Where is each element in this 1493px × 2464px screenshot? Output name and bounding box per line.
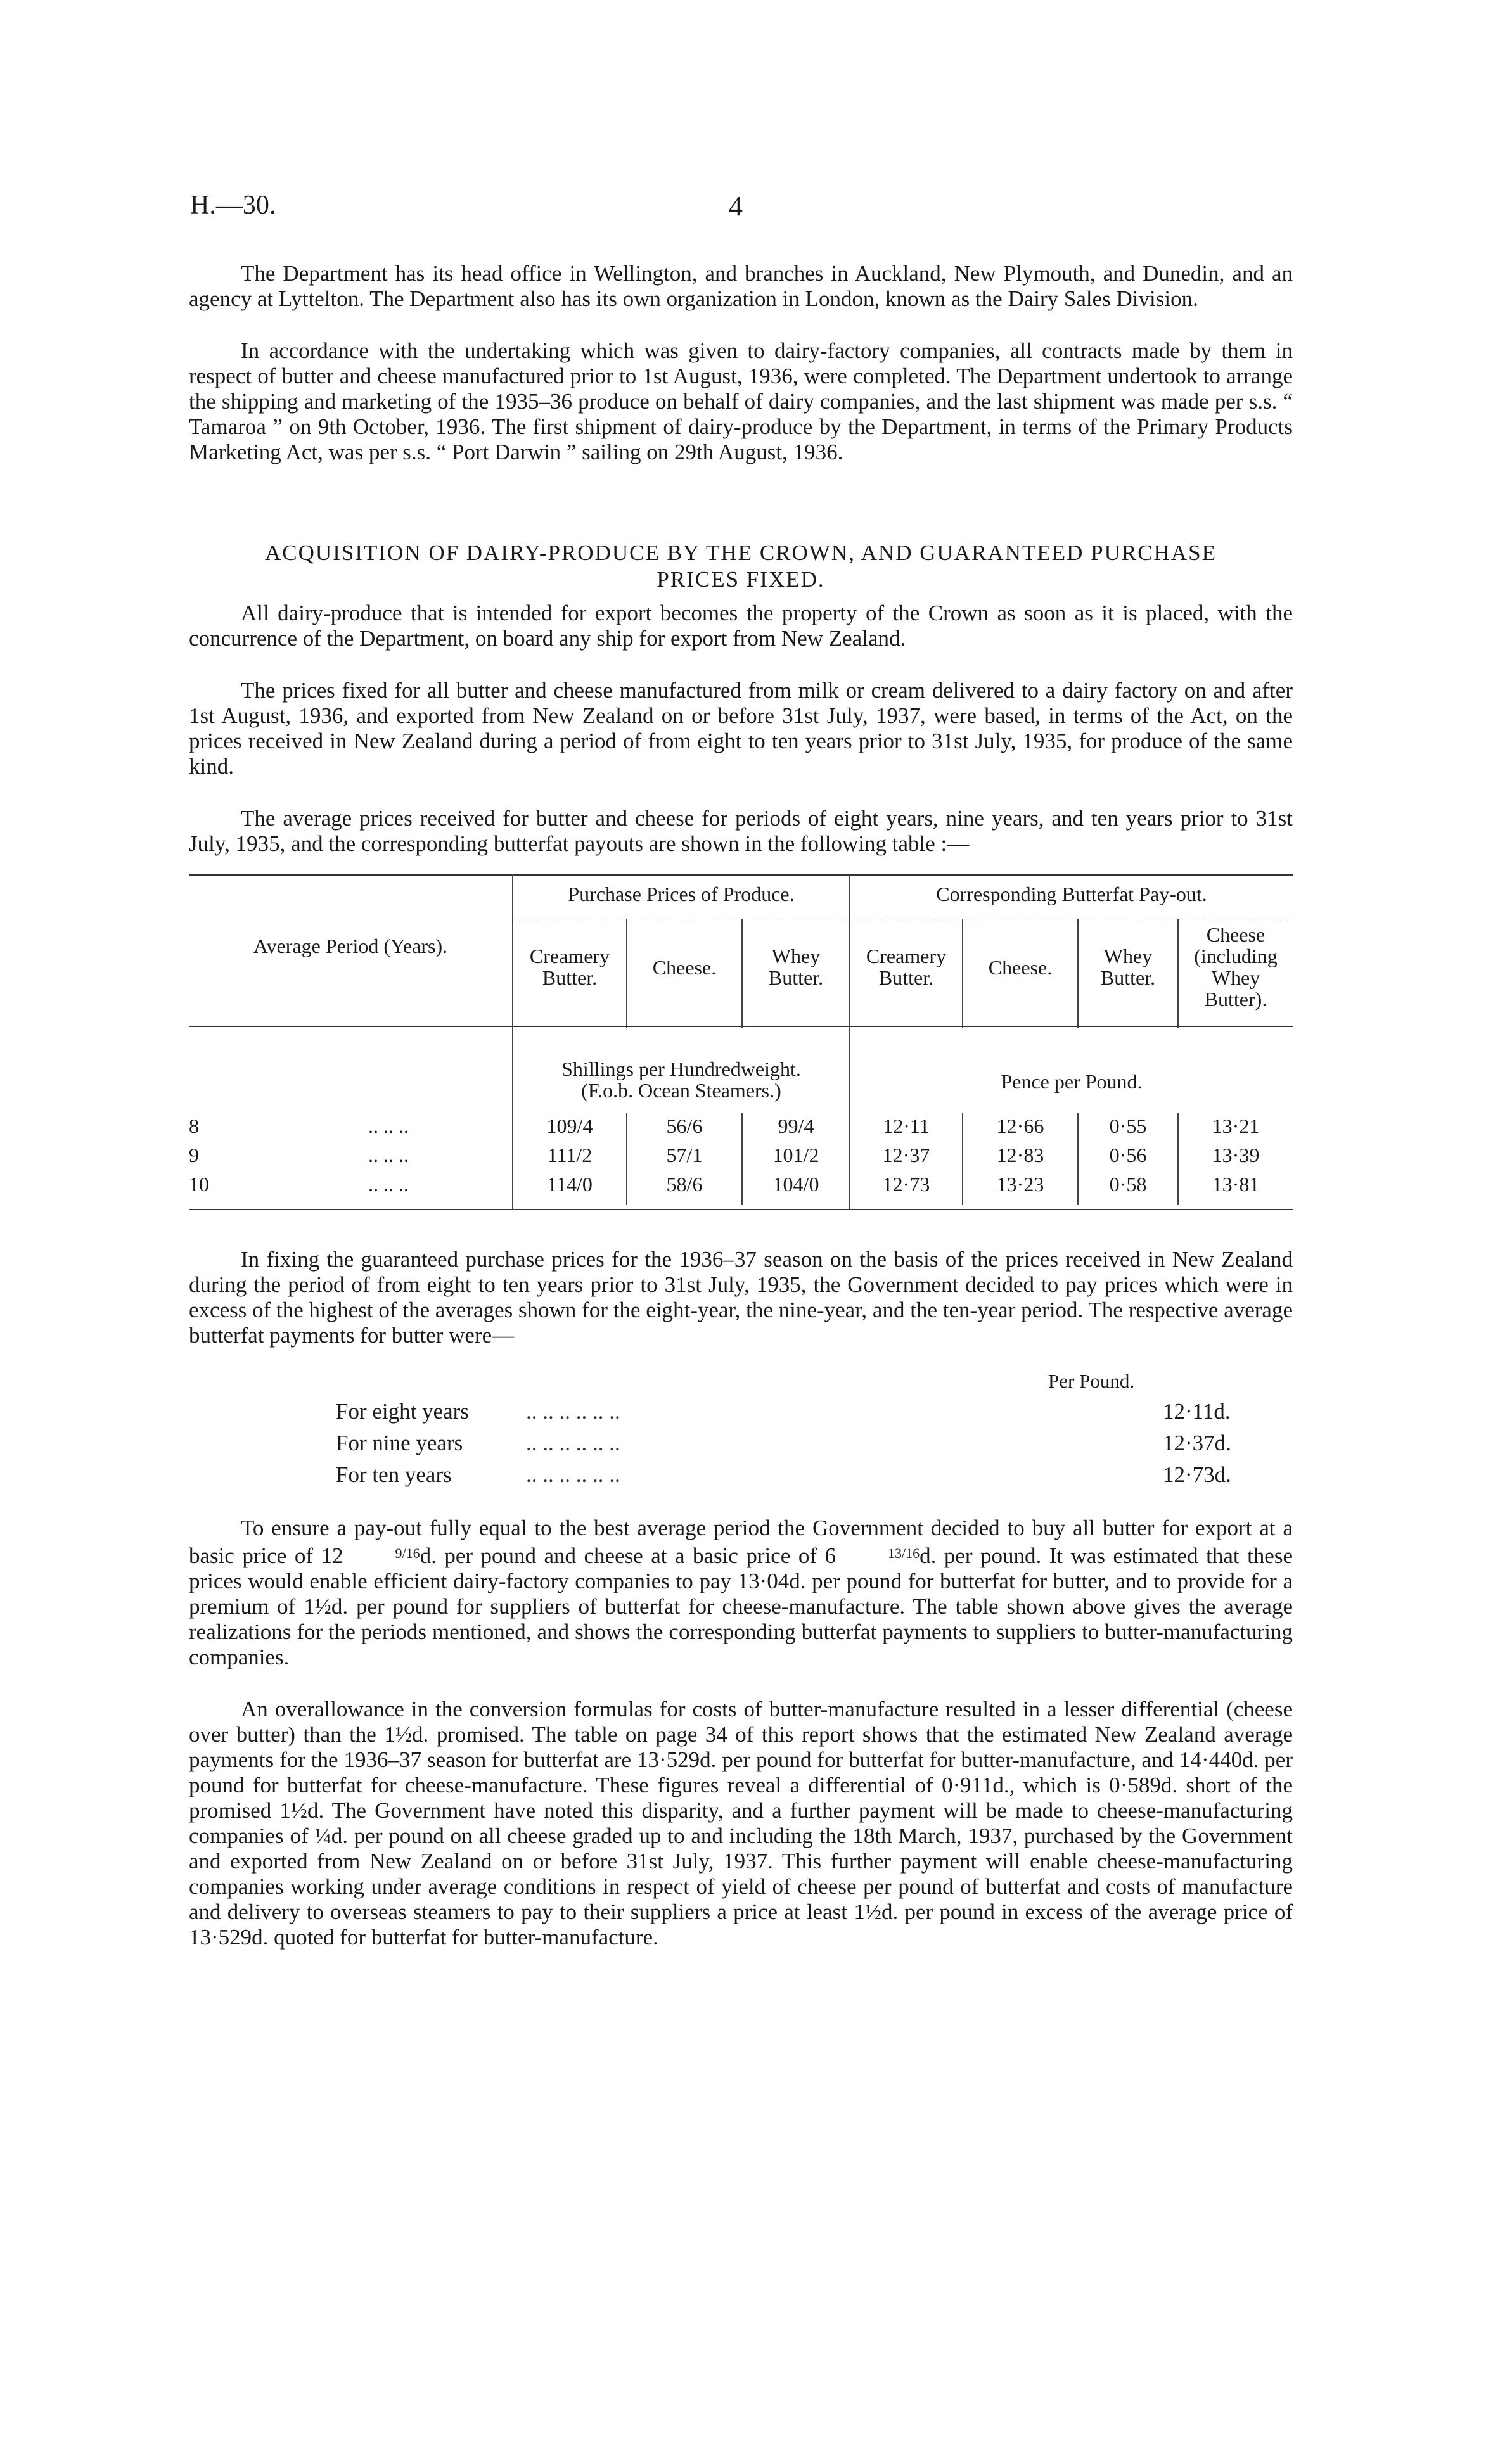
- column-header-line: Creamery: [866, 945, 947, 967]
- payment-leader: .. .. .. .. .. ..: [526, 1431, 620, 1455]
- cell-payout-cheese-incl: 13·39: [1212, 1144, 1260, 1166]
- column-header-line: Whey: [1211, 966, 1260, 989]
- column-header-cheese: Cheese.: [652, 956, 717, 979]
- payment-row: [336, 1431, 1231, 1461]
- butterfat-payments-list: [189, 1370, 1293, 1490]
- document-body: [189, 261, 1293, 1977]
- table-top-rule: [189, 874, 1293, 876]
- fraction: 13/16: [887, 1545, 920, 1561]
- payments-column-header: Per Pound.: [1048, 1370, 1135, 1392]
- column-header-line: Creamery: [529, 945, 610, 967]
- cell-payout-cheese: 12·66: [996, 1114, 1044, 1137]
- cell-whey: 101/2: [772, 1144, 819, 1166]
- cell-period: 9: [189, 1144, 199, 1166]
- cell-leader: .. .. ..: [368, 1173, 409, 1196]
- payment-value: 12·73d.: [1163, 1462, 1231, 1487]
- unit-pence: Pence per Pound.: [1001, 1070, 1143, 1093]
- cell-payout-whey: 0·58: [1109, 1173, 1147, 1196]
- column-header-payout-creamery-butter: [850, 945, 962, 988]
- payment-leader: .. .. .. .. .. ..: [526, 1462, 620, 1487]
- unit-line: Shillings per Hundredweight.: [561, 1057, 801, 1080]
- document-reference: H.—30.: [190, 191, 276, 220]
- cell-payout-creamery: 12·37: [882, 1144, 930, 1166]
- column-header-line: Cheese: [1206, 923, 1266, 946]
- column-header-cheese-including-whey-butter: [1179, 924, 1293, 1010]
- column-header-payout-whey-butter: [1079, 945, 1177, 988]
- paragraph-prices-fixed: The prices fixed for all butter and cheese manufactured from milk or cream delivered to a dairy factory on and after 1st August, 1936, and exported from New Zealand on or before 31st July, 1937, were based, in terms of the Act, on the prices received in New Zealand during a period of from eight to ten years prior to 31st July, 1935, for produce of the same kind.: [189, 678, 1293, 779]
- cell-payout-cheese-incl: 13·21: [1212, 1114, 1260, 1137]
- cell-cheese: 56/6: [666, 1114, 703, 1137]
- cell-whey: 104/0: [772, 1173, 819, 1196]
- text-run: d. per pound and cheese at a basic price of 6: [420, 1543, 836, 1568]
- column-header-line: Whey: [771, 945, 821, 967]
- cell-payout-cheese-incl: 13·81: [1212, 1173, 1260, 1196]
- cell-payout-whey: 0·56: [1109, 1144, 1147, 1166]
- payment-row: [336, 1399, 1231, 1429]
- section-heading: [189, 540, 1293, 593]
- cell-payout-creamery: 12·11: [883, 1114, 930, 1137]
- cell-payout-cheese: 13·23: [996, 1173, 1044, 1196]
- cell-cheese: 57/1: [666, 1144, 703, 1166]
- cell-payout-creamery: 12·73: [882, 1173, 930, 1196]
- table-bottom-rule: [189, 1209, 1293, 1210]
- paragraph-head-office: The Department has its head office in Wellington, and branches in Auckland, New Plymouth, and Dunedin, and an agency at Lyttelton. The Department also has its own organization in London, known as the Dairy Sales Division.: [189, 261, 1293, 311]
- text-run: To ensure a pay-out fully equal to the best average period the Government decided to buy all butter for export at a basic price of 12: [189, 1516, 1293, 1568]
- payment-label: For nine years: [336, 1431, 463, 1455]
- cell-creamery: 111/2: [547, 1144, 593, 1166]
- cell-cheese: 58/6: [666, 1173, 703, 1196]
- paragraph-ensure-payout: [189, 1516, 1293, 1670]
- column-header-period: Average Period (Years).: [253, 935, 448, 957]
- column-header-line: Butter.: [542, 966, 598, 989]
- paragraph-overallowance: An overallowance in the conversion formulas for costs of butter-manufacture resulted in a lesser differential (cheese over butter) than the 1½d. promised. The table on page 34 of this report shows that the estimated New Zealand average payments for the 1936–37 season for butterfat are 13·529d. per pound for butterfat for butter-manufacture, and 14·440d. per pound for butterfat for cheese-manufacture. These figures reveal a differential of 0·911d., which is 0·589d. short of the promised 1½d. The Government have noted this disparity, and a further payment will be made to cheese-manufacturing companies of ¼d. per pound on all cheese graded up to and including the 18th March, 1937, purchased by the Government and exported from New Zealand on or before 31st July, 1937. This further payment will enable cheese-manufacturing companies working under average conditions in respect of yield of cheese per pound of butterfat and costs of manufacture and delivery to overseas steamers to pay to their suppliers a price at least 1½d. per pound in excess of the average price of 13·529d. quoted for butterfat for butter-manufacture.: [189, 1697, 1293, 1950]
- paragraph-average-prices: The average prices received for butter and cheese for periods of eight years, nine years, and ten years prior to 31st July, 1935, and the corresponding butterfat payouts are shown in the following table :—: [189, 806, 1293, 856]
- cell-whey: 99/4: [778, 1114, 814, 1137]
- cell-payout-whey: 0·55: [1109, 1114, 1147, 1137]
- column-header-line: Whey: [1103, 945, 1153, 967]
- cell-payout-cheese: 12·83: [996, 1144, 1044, 1166]
- prices-table: [189, 874, 1293, 1210]
- column-header-line: Butter.: [878, 966, 934, 989]
- cell-period: 10: [189, 1173, 209, 1196]
- column-header-line: Butter.: [1100, 966, 1156, 989]
- cell-leader: .. .. ..: [368, 1114, 409, 1137]
- cell-leader: .. .. ..: [368, 1144, 409, 1166]
- payment-value: 12·11d.: [1163, 1399, 1231, 1424]
- cell-creamery: 109/4: [546, 1114, 593, 1137]
- payment-leader: .. .. .. .. .. ..: [526, 1399, 620, 1424]
- column-header-whey-butter: [743, 945, 849, 988]
- column-header-payout-cheese: Cheese.: [988, 956, 1053, 979]
- column-header-line: Butter).: [1204, 988, 1267, 1011]
- paragraph-undertaking: In accordance with the undertaking which was given to dairy-factory companies, all contracts made by them in respect of butter and cheese manufactured prior to 1st August, 1936, were completed. The Department undertook to arrange the shipping and marketing of the 1935–36 produce on behalf of dairy companies, and the last shipment was made per s.s. “ Tamaroa ” on 9th October, 1936. The first shipment of dairy-produce by the Department, in terms of the Primary Products Marketing Act, was per s.s. “ Port Darwin ” sailing on 29th August, 1936.: [189, 338, 1293, 464]
- text-run: d. per pound. It was estimated that these prices would enable efficient dairy-factory companies to pay 13·04d. per pound for butterfat for butter, and to provide for a premium of 1½d. per pound for suppliers of butterfat for cheese-manufacture. The table shown above gives the average realizations for the periods mentioned, and shows the corresponding butterfat payments to suppliers to butter-manufacturing companies.: [189, 1543, 1293, 1669]
- column-header-line: (including: [1194, 945, 1278, 967]
- unit-line: (F.o.b. Ocean Steamers.): [581, 1079, 781, 1102]
- column-header-line: Butter.: [768, 966, 824, 989]
- unit-shillings: [513, 1058, 849, 1101]
- payment-value: 12·37d.: [1163, 1431, 1231, 1455]
- page-number: 4: [729, 191, 743, 222]
- group-header-purchase: Purchase Prices of Produce.: [568, 883, 795, 905]
- fraction: 9/16: [395, 1545, 420, 1561]
- cell-period: 8: [189, 1114, 199, 1137]
- payment-label: For ten years: [336, 1462, 452, 1487]
- section-heading-line1: ACQUISITION OF DAIRY-PRODUCE BY THE CROWN, AND GUARANTEED PURCHASE: [265, 540, 1217, 565]
- payment-row: [336, 1462, 1231, 1493]
- section-heading-line2: PRICES FIXED.: [657, 567, 825, 592]
- paragraph-fixing-prices: In fixing the guaranteed purchase prices for the 1936–37 season on the basis of the prices received in New Zealand during the period of from eight to ten years prior to 31st July, 1935, the Government decided to pay prices which were in excess of the highest of the averages shown for the eight-year, the nine-year, and the ten-year period. The respective average butterfat payments for butter were—: [189, 1247, 1293, 1348]
- column-header-creamery-butter: [513, 945, 626, 988]
- payment-label: For eight years: [336, 1399, 469, 1424]
- table-header-rule: [189, 1026, 1293, 1027]
- cell-creamery: 114/0: [547, 1173, 593, 1196]
- group-header-payout: Corresponding Butterfat Pay-out.: [936, 883, 1207, 905]
- paragraph-crown-property: All dairy-produce that is intended for export becomes the property of the Crown as soon as it is placed, with the concurrence of the Department, on board any ship for export from New Zealand.: [189, 601, 1293, 651]
